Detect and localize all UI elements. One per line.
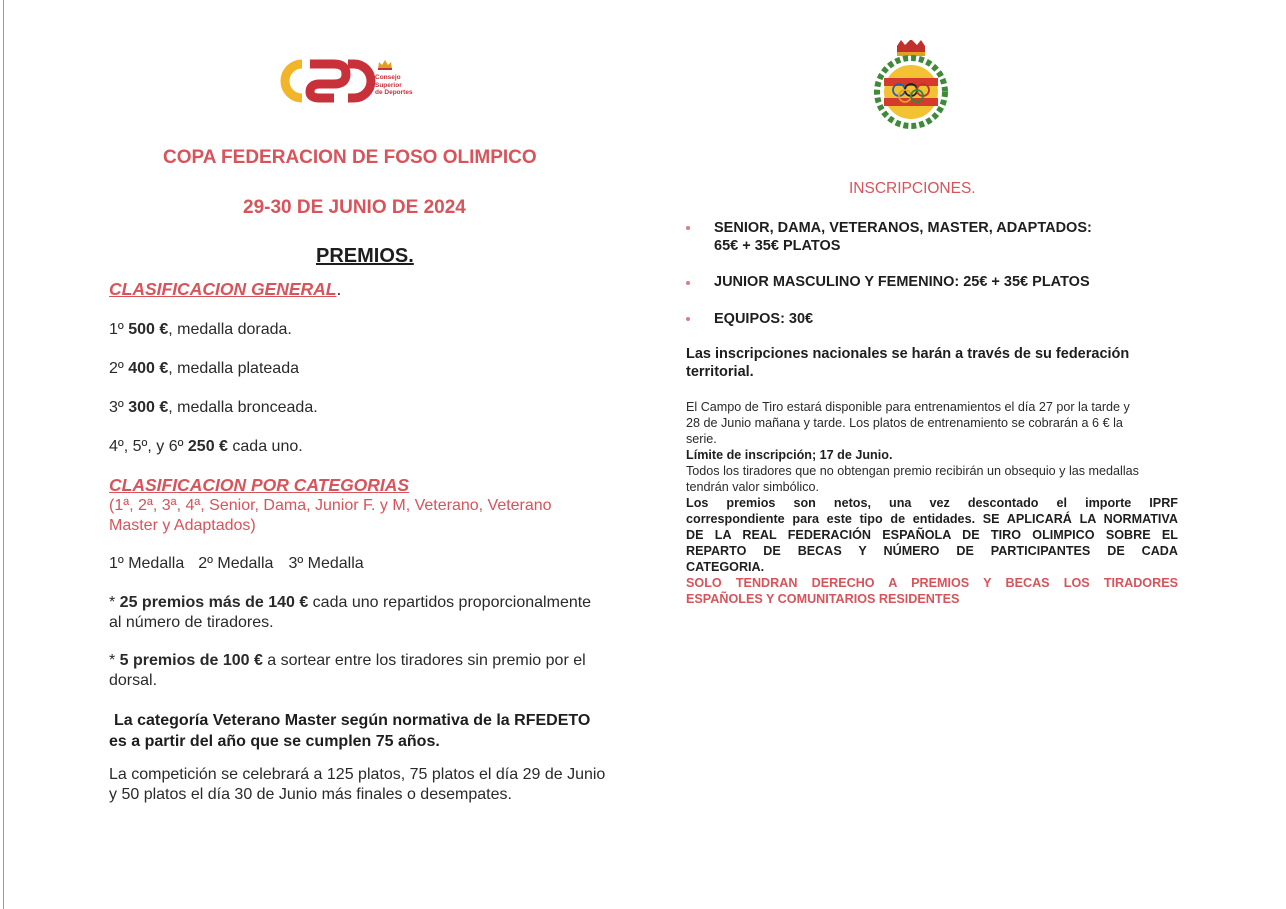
competicion-note: y 50 platos el día 30 de Junio más finales o desempates. [109,786,512,803]
inscripcion-item: EQUIPOS: 30€ [714,311,814,327]
inscripcion-item: JUNIOR MASCULINO Y FEMENINO: 25€ + 35€ PLATOS [714,274,1090,290]
info-block [686,399,1178,607]
netos-line: correspondiente para este tipo de entidades. SE APLICARÁ LA NORMATIVA [686,512,1178,526]
inscripciones-title: INSCRIPCIONES. [849,180,976,197]
csd-logo-text: Consejo Superior de Deportes [375,74,413,96]
obsequio-line: Todos los tiradores que no obtengan premio recibirán un obsequio y las medallas [686,464,1139,478]
medalla-1: 1º Medalla [109,555,185,572]
medallas-row [109,554,364,574]
competicion-note: La competición se celebrará a 125 platos, 75 platos el día 29 de Junio [109,766,606,783]
premio-extra-line2: al número de tiradores. [109,614,274,631]
netos-line: REPARTO DE BECAS Y NÚMERO DE PARTICIPANTES DE CADA [686,544,1178,558]
inscripcion-item: SENIOR, DAMA, VETERANOS, MASTER, ADAPTADOS: 65€ + 35€ PLATOS [714,220,1092,254]
premio-extra-line2: dorsal. [109,672,158,689]
solo-line: ESPAÑOLES Y COMUNITARIOS RESIDENTES [686,592,960,606]
veterano-note: es a partir del año que se cumplen 75 años. [109,733,440,750]
event-title: COPA FEDERACION DE FOSO OLIMPICO [163,147,537,168]
limite-inscripcion: Límite de inscripción; 17 de Junio. [686,448,893,462]
netos-line: CATEGORIA. [686,560,765,574]
categorias-sub: (1ª, 2ª, 3ª, 4ª, Senior, Dama, Junior F. y M, Veterano, Veterano [109,497,552,514]
clasificacion-general-heading: CLASIFICACION GENERAL. [109,279,342,299]
medalla-2: 2º Medalla [198,555,274,572]
medalla-3: 3º Medalla [288,555,364,572]
federation-emblem [871,40,951,132]
bullet-icon [686,281,690,285]
csd-logo [278,56,438,106]
prize-line: 3º 300 €, medalla bronceada. [109,399,318,416]
event-date: 29-30 DE JUNIO DE 2024 [243,197,466,218]
page-edge [3,0,4,909]
categorias-sub: Master y Adaptados) [109,517,256,534]
crown-icon [376,57,394,71]
campo-line: serie. [686,432,717,446]
prize-line: 1º 500 €, medalla dorada. [109,321,292,338]
nacionales-note: Las inscripciones nacionales se harán a través de su federación territorial. [686,346,1130,380]
netos-line: DE LA REAL FEDERACIÓN ESPAÑOLA DE TIRO OLIMPICO SOBRE EL [686,528,1178,542]
premios-heading: PREMIOS. [316,245,414,267]
campo-line: El Campo de Tiro estará disponible para entrenamientos el día 27 por la tarde y [686,400,1130,414]
campo-line: 28 de Junio mañana y tarde. Los platos de entrenamiento se cobrarán a 6 € la [686,416,1123,430]
prize-line: 4º, 5º, y 6º 250 € cada uno. [109,438,303,455]
netos-line: Los premios son netos, una vez descontado el importe IPRF [686,496,1178,510]
bullet-icon [686,317,690,321]
premio-extra: * 25 premios más de 140 € cada uno repartidos proporcionalmente [109,594,592,611]
veterano-note: La categoría Veterano Master según normativa de la RFEDETO [114,712,591,729]
bullet-icon [686,226,690,230]
solo-line: SOLO TENDRAN DERECHO A PREMIOS Y BECAS LOS TIRADORES [686,576,1178,590]
prize-line: 2º 400 €, medalla plateada [109,360,299,377]
premio-extra: * 5 premios de 100 € a sortear entre los tiradores sin premio por el [109,652,586,669]
obsequio-line: tendrán valor simbólico. [686,480,819,494]
clasificacion-categorias-heading: CLASIFICACION POR CATEGORIAS [109,475,410,495]
